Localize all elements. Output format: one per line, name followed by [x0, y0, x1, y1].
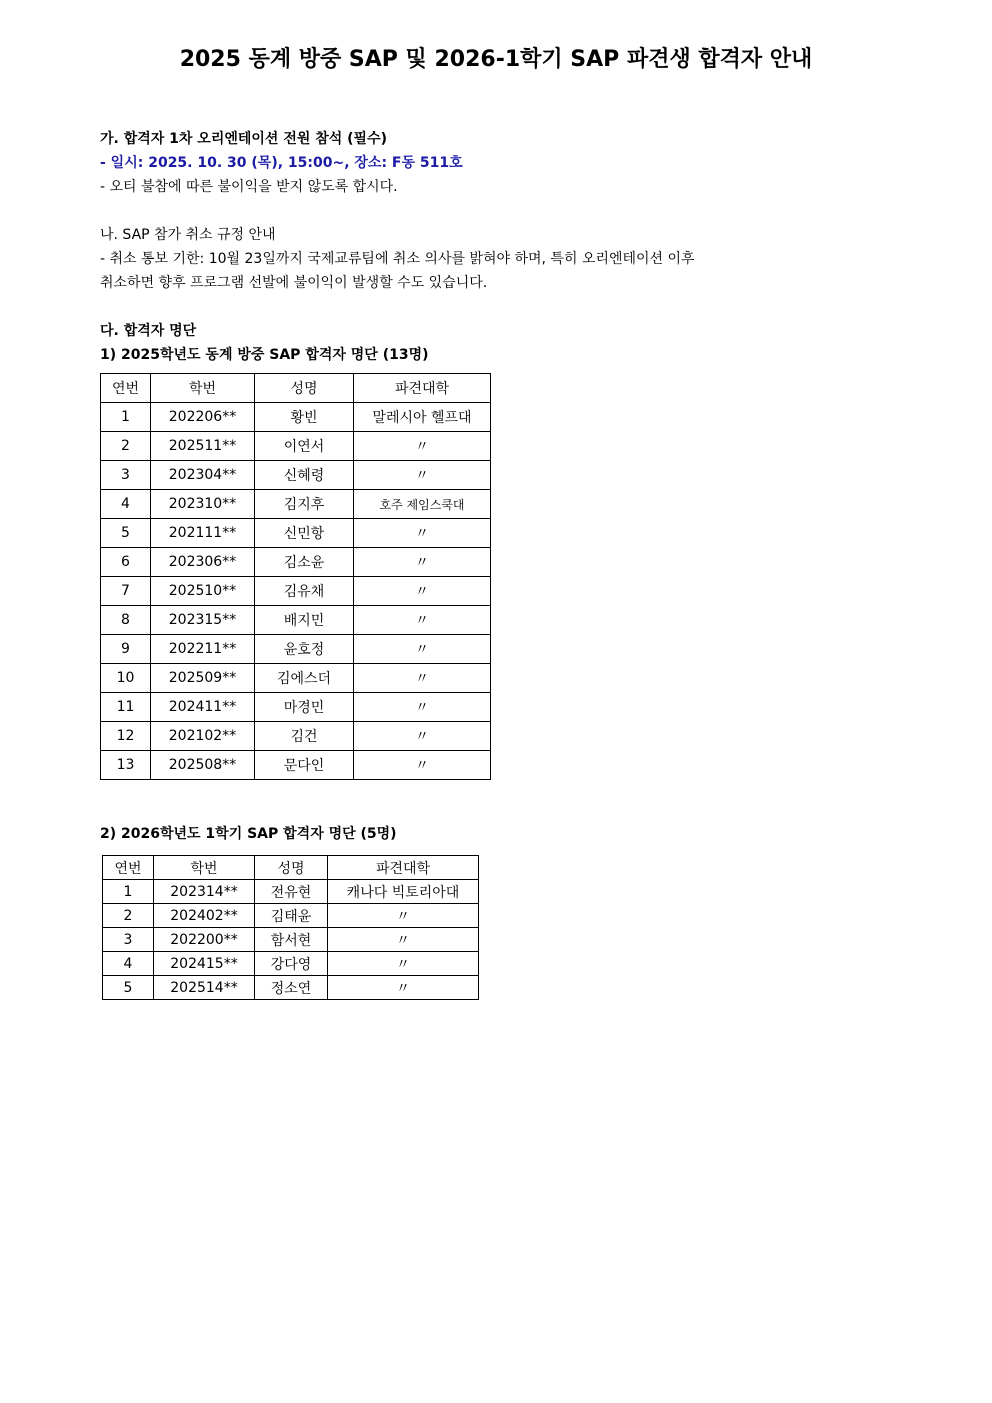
cell-number: 4 — [101, 490, 151, 519]
table-row — [103, 880, 479, 904]
cell-name: 정소연 — [255, 976, 328, 1000]
cell-number: 3 — [101, 461, 151, 490]
cell-university: 캐나다 빅토리아대 — [328, 880, 479, 904]
roster-heading: 다. 합격자 명단 — [100, 323, 197, 339]
cell-student-id: 202315** — [151, 606, 255, 635]
table-row — [101, 519, 491, 548]
table-row — [101, 664, 491, 693]
cell-university: 〃 — [354, 693, 491, 722]
winter-sap-table — [100, 373, 491, 780]
cell-name: 신민항 — [255, 519, 354, 548]
cell-student-id: 202200** — [154, 928, 255, 952]
table-row — [101, 693, 491, 722]
header-number: 연번 — [101, 374, 151, 403]
cell-university: 〃 — [354, 577, 491, 606]
cell-student-id: 202211** — [151, 635, 255, 664]
cell-number: 13 — [101, 751, 151, 780]
cell-student-id: 202411** — [151, 693, 255, 722]
cell-number: 9 — [101, 635, 151, 664]
cell-number: 3 — [103, 928, 154, 952]
section-cancellation — [100, 223, 900, 295]
cell-number: 7 — [101, 577, 151, 606]
table2-caption: 2) 2026학년도 1학기 SAP 합격자 명단 (5명) — [100, 826, 397, 842]
orientation-schedule: - 일시: 2025. 10. 30 (목), 15:00~, 장소: F동 511호 — [100, 155, 463, 171]
header-university: 파견대학 — [354, 374, 491, 403]
section-spring-roster — [100, 822, 900, 846]
cell-name: 김지후 — [255, 490, 354, 519]
cell-number: 11 — [101, 693, 151, 722]
cell-name: 김유채 — [255, 577, 354, 606]
orientation-note: - 오티 불참에 따른 불이익을 받지 않도록 합시다. — [100, 179, 398, 195]
table-row — [101, 403, 491, 432]
cell-student-id: 202509** — [151, 664, 255, 693]
cell-name: 김에스더 — [255, 664, 354, 693]
cell-number: 2 — [103, 904, 154, 928]
cell-name: 함서현 — [255, 928, 328, 952]
header-student-id: 학번 — [154, 856, 255, 880]
header-student-id: 학번 — [151, 374, 255, 403]
cell-name: 문다인 — [255, 751, 354, 780]
cell-number: 2 — [101, 432, 151, 461]
cell-name: 이연서 — [255, 432, 354, 461]
cell-student-id: 202514** — [154, 976, 255, 1000]
header-university: 파견대학 — [328, 856, 479, 880]
cell-university: 〃 — [354, 635, 491, 664]
cell-student-id: 202306** — [151, 548, 255, 577]
cell-number: 5 — [103, 976, 154, 1000]
cell-number: 12 — [101, 722, 151, 751]
cell-number: 10 — [101, 664, 151, 693]
cell-name: 마경민 — [255, 693, 354, 722]
table-header-row — [103, 856, 479, 880]
table-row — [101, 635, 491, 664]
table-row — [103, 928, 479, 952]
cell-university: 〃 — [354, 432, 491, 461]
cell-student-id: 202511** — [151, 432, 255, 461]
cell-number: 1 — [103, 880, 154, 904]
table-row — [101, 548, 491, 577]
section-roster — [100, 319, 900, 367]
cell-university: 〃 — [354, 519, 491, 548]
table-header-row — [101, 374, 491, 403]
cancellation-line-2: 취소하면 향후 프로그램 선발에 불이익이 발생할 수도 있습니다. — [100, 275, 488, 291]
cell-number: 4 — [103, 952, 154, 976]
cell-name: 김태윤 — [255, 904, 328, 928]
table-row — [103, 952, 479, 976]
cell-student-id: 202304** — [151, 461, 255, 490]
cell-student-id: 202102** — [151, 722, 255, 751]
cell-student-id: 202206** — [151, 403, 255, 432]
cell-university: 말레시아 헬프대 — [354, 403, 491, 432]
cell-name: 황빈 — [255, 403, 354, 432]
cell-university: 〃 — [328, 928, 479, 952]
header-name: 성명 — [255, 856, 328, 880]
table-row — [101, 722, 491, 751]
page-title: 2025 동계 방중 SAP 및 2026-1학기 SAP 파견생 합격자 안내 — [179, 47, 813, 72]
cell-university: 〃 — [354, 606, 491, 635]
header-name: 성명 — [255, 374, 354, 403]
cell-student-id: 202111** — [151, 519, 255, 548]
table-row — [101, 490, 491, 519]
cell-student-id: 202310** — [151, 490, 255, 519]
table-row — [103, 904, 479, 928]
table-row — [101, 461, 491, 490]
table-row — [101, 577, 491, 606]
cell-name: 신혜령 — [255, 461, 354, 490]
cell-student-id: 202510** — [151, 577, 255, 606]
cell-name: 김소윤 — [255, 548, 354, 577]
cell-number: 6 — [101, 548, 151, 577]
cell-student-id: 202415** — [154, 952, 255, 976]
cell-student-id: 202314** — [154, 880, 255, 904]
cell-name: 윤호정 — [255, 635, 354, 664]
cell-university: 〃 — [354, 722, 491, 751]
cell-university: 호주 제임스쿡대 — [354, 490, 491, 519]
cancellation-line-1: - 취소 통보 기한: 10월 23일까지 국제교류팀에 취소 의사를 밝혀야 하며, 특히 오리엔테이션 이후 — [100, 251, 695, 267]
cell-number: 1 — [101, 403, 151, 432]
header-number: 연번 — [103, 856, 154, 880]
section-orientation — [100, 127, 900, 199]
cell-name: 강다영 — [255, 952, 328, 976]
cell-name: 전유현 — [255, 880, 328, 904]
cell-student-id: 202508** — [151, 751, 255, 780]
cell-number: 5 — [101, 519, 151, 548]
table-row — [103, 976, 479, 1000]
cell-university: 〃 — [328, 976, 479, 1000]
cell-university: 〃 — [354, 461, 491, 490]
cell-university: 〃 — [328, 952, 479, 976]
cell-name: 김건 — [255, 722, 354, 751]
cell-university: 〃 — [328, 904, 479, 928]
spring-sap-table — [102, 855, 479, 1000]
cell-student-id: 202402** — [154, 904, 255, 928]
cancellation-heading: 나. SAP 참가 취소 규정 안내 — [100, 227, 276, 243]
cell-university: 〃 — [354, 664, 491, 693]
cell-university: 〃 — [354, 548, 491, 577]
cell-name: 배지민 — [255, 606, 354, 635]
cell-university: 〃 — [354, 751, 491, 780]
table-row — [101, 606, 491, 635]
table-row — [101, 751, 491, 780]
orientation-heading: 가. 합격자 1차 오리엔테이션 전원 참석 (필수) — [100, 131, 388, 147]
cell-number: 8 — [101, 606, 151, 635]
table1-caption: 1) 2025학년도 동계 방중 SAP 합격자 명단 (13명) — [100, 347, 429, 363]
table-row — [101, 432, 491, 461]
